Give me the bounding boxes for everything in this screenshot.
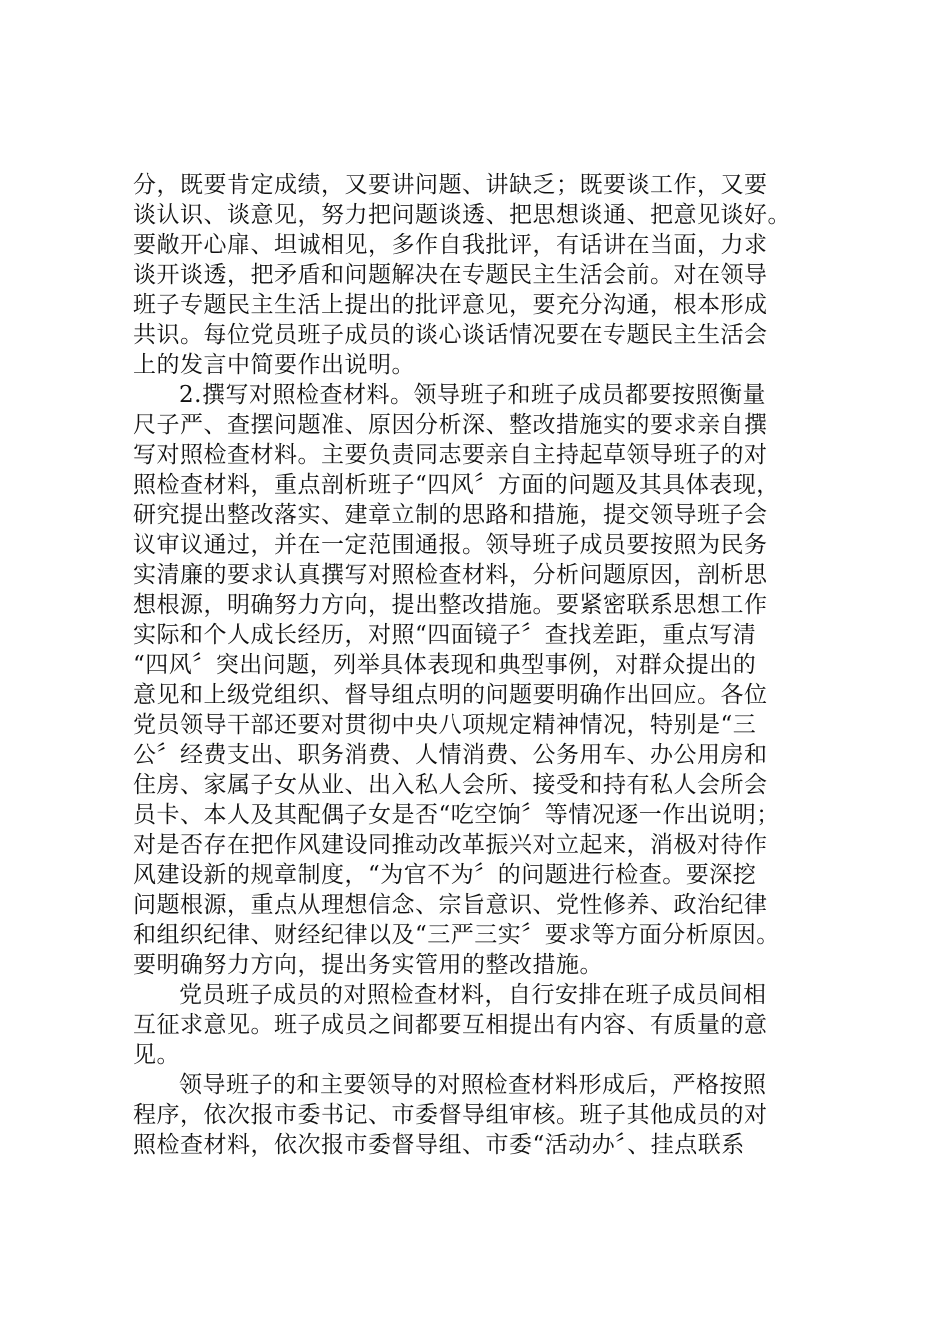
text-line: 分，既要肯定成绩，又要讲问题、讲缺乏；既要谈工作，又要 [133,172,768,198]
text-line: 班子专题民主生活上提出的批评意见，要充分沟通，根本形成 [133,292,768,318]
text-line: 尺子严、查摆问题准、原因分析深、整改措施实的要求亲自撰 [133,412,768,438]
text-line: “四风〞突出问题，列举具体表现和典型事例，对群众提出的 [133,652,757,678]
text-line: 议审议通过，并在一定范围通报。领导班子成员要按照为民务 [133,532,768,558]
text-line: 党员领导干部还要对贯彻中央八项规定精神情况，特别是“三 [133,712,757,738]
text-line: 共识。每位党员班子成员的谈心谈话情况要在专题民主生活会 [133,322,768,348]
body-text [133,170,833,1160]
text-line: 实清廉的要求认真撰写对照检查材料，分析问题原因，剖析思 [133,562,768,588]
text-line: 问题根源，重点从理想信念、宗旨意识、党性修养、政治纪律 [133,892,768,918]
text-line: 照检查材料，依次报市委督导组、市委“活动办〞、挂点联系 [133,1132,745,1158]
text-line: 意见和上级党组织、督导组点明的问题要明确作出回应。各位 [133,682,768,708]
text-line: 互征求意见。班子成员之间都要互相提出有内容、有质量的意 [133,1012,768,1038]
text-line: 写对照检查材料。主要负责同志要亲自主持起草领导班子的对 [133,442,768,468]
text-line: 风建设新的规章制度，“为官不为〞的问题进行检查。要深挖 [133,862,757,888]
text-line: 员卡、本人及其配偶子女是否“吃空饷〞等情况逐一作出说明； [133,802,780,828]
text-line: 实际和个人成长经历，对照“四面镜子〞查找差距，重点写清 [133,622,757,648]
text-line: 研究提出整改落实、建章立制的思路和措施，提交领导班子会 [133,502,768,528]
text-line: 照检查材料，重点剖析班子“四风〞方面的问题及其具体表现， [133,472,780,498]
text-line: 想根源，明确努力方向，提出整改措施。要紧密联系思想工作 [133,592,768,618]
text-line: 见。 [133,1042,180,1068]
text-line: 对是否存在把作风建设同推动改革振兴对立起来，消极对待作 [133,832,768,858]
text-line: 程序，依次报市委书记、市委督导组审核。班子其他成员的对 [133,1102,768,1128]
text-line: 上的发言中简要作出说明。 [133,352,415,378]
paragraph-start-line: 领导班子的和主要领导的对照检查材料形成后，严格按照 [179,1072,767,1098]
text-line: 住房、家属子女从业、出入私人会所、接受和持有私人会所会 [133,772,768,798]
text-line: 谈认识、谈意见，努力把问题谈透、把思想谈通、把意见谈好。 [133,202,791,228]
paragraph-start-line: 党员班子成员的对照检查材料，自行安排在班子成员间相 [179,982,767,1008]
text-line: 要敞开心扉、坦诚相见，多作自我批评，有话讲在当面，力求 [133,232,768,258]
text-line: 谈开谈透，把矛盾和问题解决在专题民主生活会前。对在领导 [133,262,768,288]
text-line: 要明确努力方向，提出务实管用的整改措施。 [133,952,603,978]
text-line: 和组织纪律、财经纪律以及“三严三实〞要求等方面分析原因。 [133,922,780,948]
text-line: 公〞经费支出、职务消费、人情消费、公务用车、办公用房和 [133,742,768,768]
section-heading-line: 2.撰写对照检查材料。领导班子和班子成员都要按照衡量 [179,382,766,408]
